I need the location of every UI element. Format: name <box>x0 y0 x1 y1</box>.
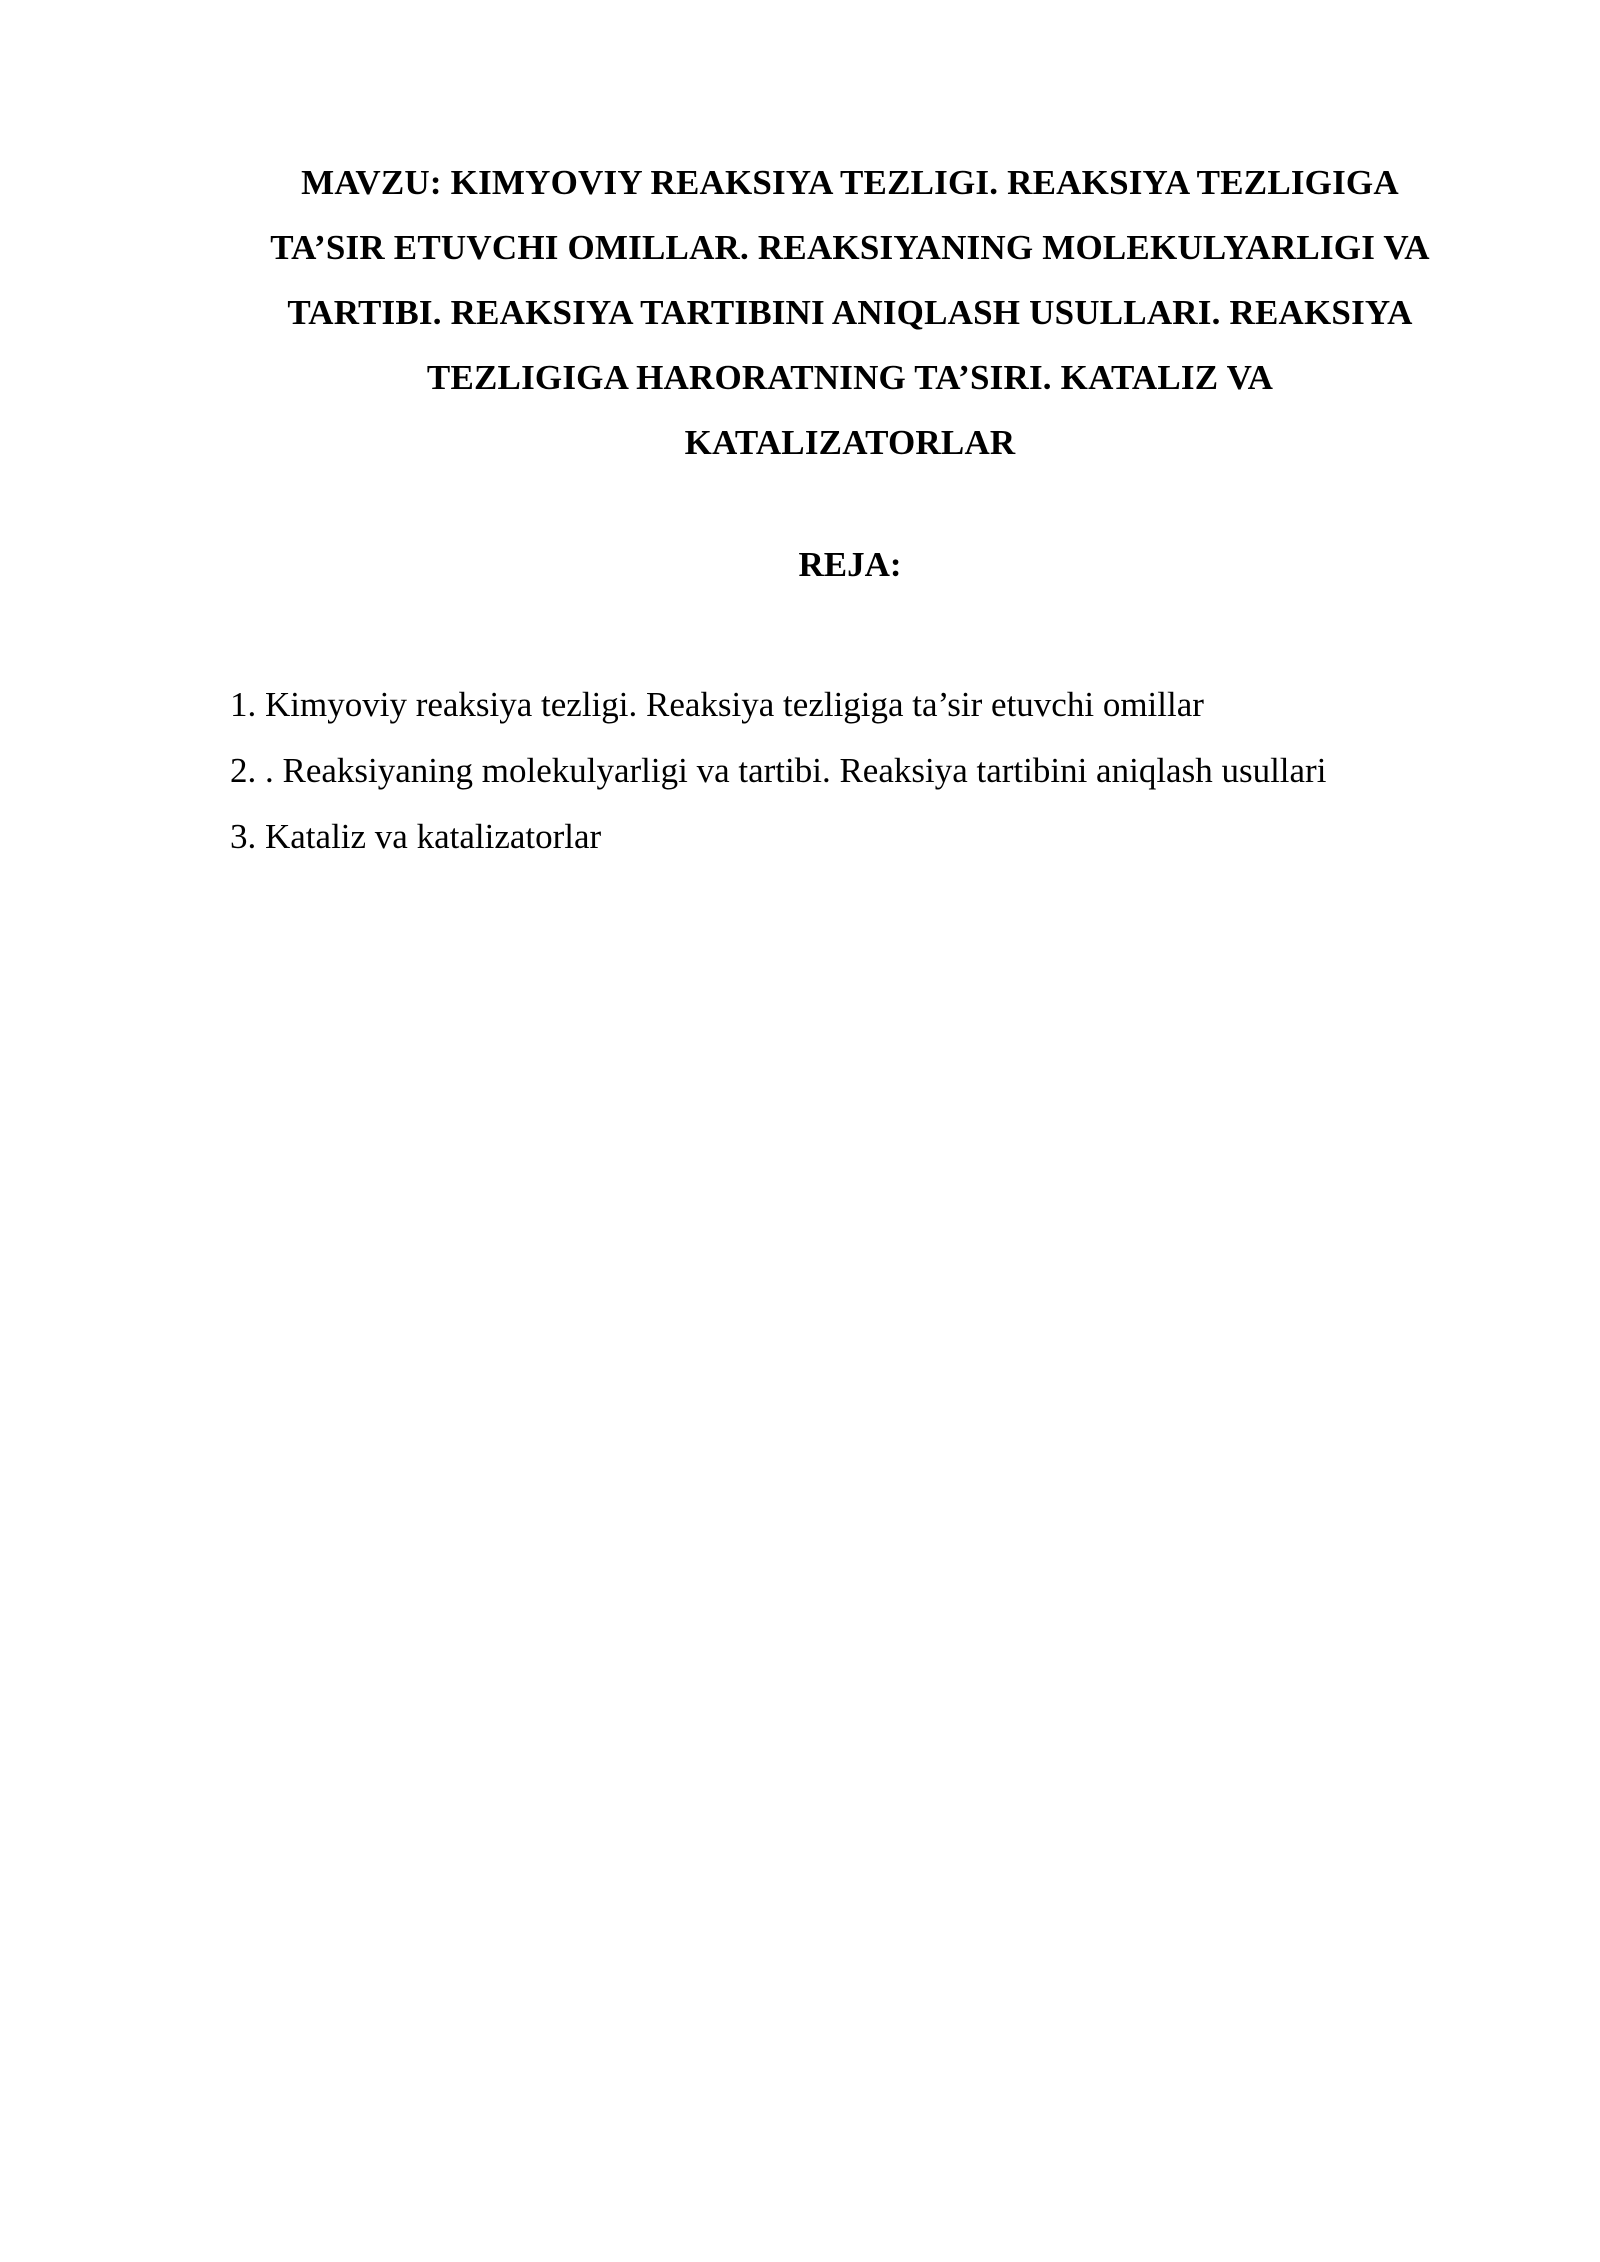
title-line: TEZLIGIGA HARORATNING TA’SIRI. KATALIZ VA <box>426 358 1274 397</box>
title-line: KATALIZATORLAR <box>684 423 1016 462</box>
plan-heading: REJA: <box>798 545 902 584</box>
document-title <box>220 150 1480 475</box>
plan-item: 3. Kataliz va katalizatorlar <box>230 817 602 856</box>
title-line: TA’SIR ETUVCHI OMILLAR. REAKSIYANING MOLEKULYARLIGI VA <box>270 228 1430 267</box>
title-line: TARTIBI. REAKSIYA TARTIBINI ANIQLASH USULLARI. REAKSIYA <box>287 293 1413 332</box>
plan-item: 1. Kimyoviy reaksiya tezligi. Reaksiya tezligiga ta’sir etuvchi omillar <box>230 685 1204 724</box>
title-line: MAVZU: KIMYOVIY REAKSIYA TEZLIGI. REAKSIYA TEZLIGIGA <box>301 163 1399 202</box>
plan-list <box>230 672 1510 870</box>
plan-item: 2. . Reaksiyaning molekulyarligi va tartibi. Reaksiya tartibini aniqlash usullari <box>230 751 1327 790</box>
